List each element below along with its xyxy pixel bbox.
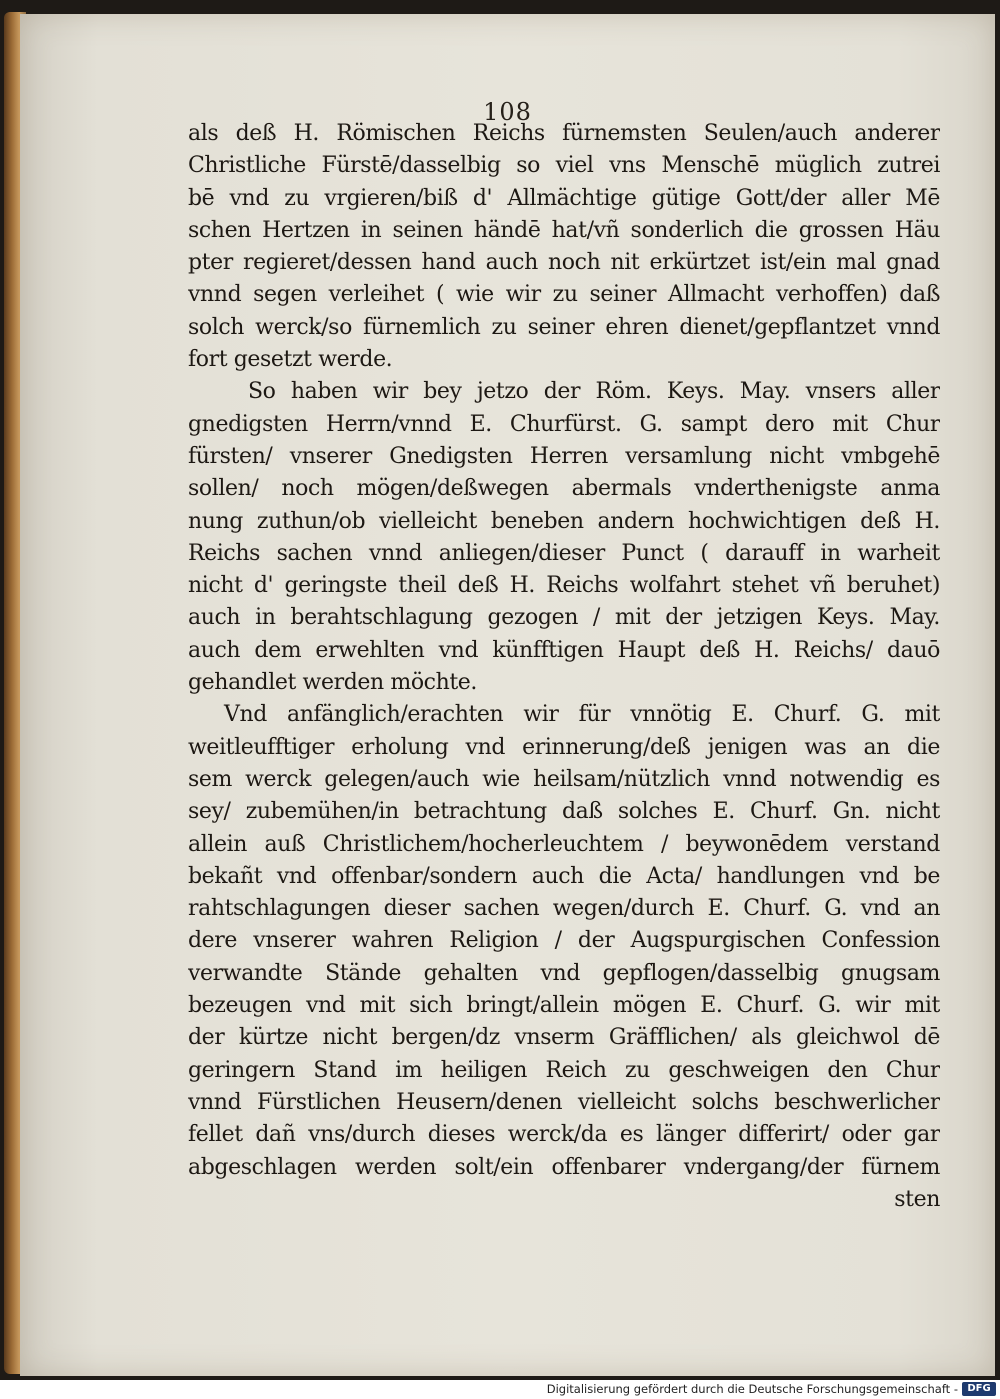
text-line: nung zuthun/ob vielleicht beneben andern hochwichtigen deß H. xyxy=(188,508,940,534)
text-line: gnedigsten Herrn/vnnd E. Churfürst. G. sampt dero mit Chur xyxy=(188,411,940,437)
text-line: gehandlet werden möchte. xyxy=(188,670,478,696)
text-line: auch in berahtschlagung gezogen / mit der jetzigen Keys. May. xyxy=(188,605,940,631)
page-number: 108 xyxy=(483,98,532,126)
text-line: dere vnserer wahren Religion / der Augspurgischen Confession xyxy=(188,928,940,954)
dfg-logo: DFG xyxy=(962,1382,996,1396)
text-line: bekañt vnd offenbar/sondern auch die Acta/ handlungen vnd be xyxy=(188,863,940,889)
text-line: So haben wir bey jetzo der Röm. Keys. May. vnsers aller xyxy=(248,379,940,405)
text-line: sollen/ noch mögen/deßwegen abermals vnderthenigste anma xyxy=(188,476,940,502)
text-line: sem werck gelegen/auch wie heilsam/nützlich vnnd notwendig es xyxy=(188,766,940,792)
text-line: Reichs sachen vnnd anliegen/dieser Punct ( darauff in warheit xyxy=(188,540,940,566)
page-text xyxy=(188,118,940,1216)
text-line: abgeschlagen werden solt/ein offenbarer vndergang/der fürnem xyxy=(188,1154,940,1180)
text-line: geringern Stand im heiligen Reich zu geschweigen den Chur xyxy=(188,1057,940,1083)
text-line: rahtschlagungen dieser sachen wegen/durch E. Churf. G. vnd an xyxy=(188,896,940,922)
text-line: verwandte Stände gehalten vnd gepflogen/dasselbig gnugsam xyxy=(188,960,940,986)
text-line: Christliche Fürstē/dasselbig so viel vns Menschē müglich zutrei xyxy=(188,153,940,179)
text-line: bē vnd zu vrgieren/biß d' Allmächtige gütige Gott/der aller Mē xyxy=(188,185,940,211)
text-line: der kürtze nicht bergen/dz vnserm Gräfflichen/ als gleichwol dē xyxy=(188,1025,940,1051)
text-line: fellet dañ vns/durch dieses werck/da es länger differirt/ oder gar xyxy=(188,1122,940,1148)
text-line: auch dem erwehlten vnd künfftigen Haupt deß H. Reichs/ dauō xyxy=(188,637,940,663)
text-line: solch werck/so fürnemlich zu seiner ehren dienet/gepflantzet vnnd xyxy=(188,314,940,340)
text-line: pter regieret/dessen hand auch noch nit erkürtzet ist/ein mal gnad xyxy=(188,250,940,276)
text-line: bezeugen vnd mit sich bringt/allein mögen E. Churf. G. wir mit xyxy=(188,993,940,1019)
text-line: als deß H. Römischen Reichs fürnemsten Seulen/auch anderer xyxy=(188,121,940,146)
text-line: fort gesetzt werde. xyxy=(188,347,393,373)
text-line: vnnd Fürstlichen Heusern/denen vielleicht solchs beschwerlicher xyxy=(188,1089,940,1115)
text-line: weitleufftiger erholung vnd erinnerung/deß jenigen was an die xyxy=(188,734,940,760)
funding-notice: Digitalisierung gefördert durch die Deutsche Forschungsgemeinschaft - xyxy=(546,1382,958,1396)
footer-bar xyxy=(0,1380,1000,1399)
text-line: nicht d' geringste theil deß H. Reichs wolfahrt stehet vñ beruhet) xyxy=(188,573,940,599)
text-line: Vnd anfänglich/erachten wir für vnnötig E. Churf. G. mit xyxy=(224,702,940,728)
text-line: allein auß Christlichem/hocherleuchtem / beywonēdem verstand xyxy=(188,831,940,857)
text-line: schen Hertzen in seinen händē hat/vñ sonderlich die grossen Häu xyxy=(188,217,940,243)
catchword: sten xyxy=(894,1186,940,1212)
text-line: fürsten/ vnserer Gnedigsten Herren versamlung nicht vmbgehē xyxy=(188,443,940,469)
text-line: sey/ zubemühen/in betrachtung daß solches E. Churf. Gn. nicht xyxy=(188,799,940,825)
text-line: vnnd segen verleihet ( wie wir zu seiner Allmacht verhoffen) daß xyxy=(188,282,940,308)
